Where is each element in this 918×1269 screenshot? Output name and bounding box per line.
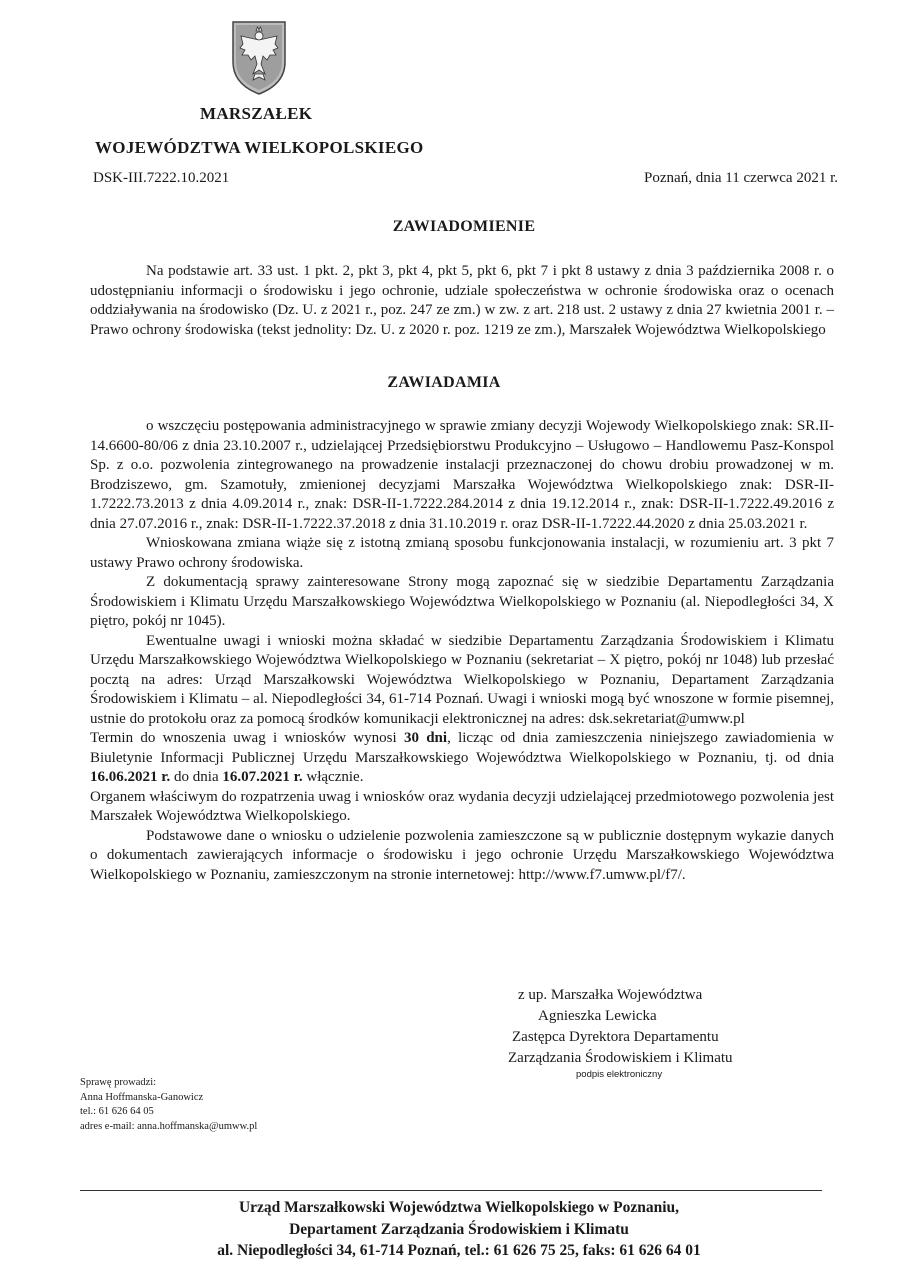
body-paragraph-register: Podstawowe dane o wniosku o udzielenie pozwolenia zamieszczone są w publicznie dostępnym wykazie danych o dokumentach zawierających informacje o środowisku i jego ochronie Urzędu Marszałkowskiego Województwa Wielkopolskiego w Poznaniu, zamieszczonym na stronie internetowej: http://www.f7.umww.pl/f7/.: [90, 827, 834, 883]
case-officer-email: adres e-mail: anna.hoffmanska@umww.pl: [80, 1120, 258, 1132]
footer-department: Departament Zarządzania Środowiskiem i Klimatu: [289, 1220, 629, 1238]
signature-authority: z up. Marszałka Województwa: [518, 987, 703, 1003]
deadline-to-date: 16.07.2021 r.: [222, 769, 303, 785]
notice-body: [90, 417, 834, 885]
deadline-from-date: 16.06.2021 r.: [90, 769, 171, 785]
body-paragraph-comments: Ewentualne uwagi i wnioski można składać w siedzibie Departamentu Zarządzania Środowiskiem i Klimatu Urzędu Marszałkowskiego Województwa Wielkopolskiego w Poznaniu (sekretariat – X piętro, pokój nr 1048) lub przesłać pocztą na adres: Urząd Marszałkowski Województwa Wielkopolskiego w Poznaniu, Departament Zarządzania Środowiskiem i Klimatu – al. Niepodległości 34, 61-714 Poznań. Uwagi i wnioski mogą być wnoszone w formie pisemnej, ustnie do protokołu oraz za pomocą środków komunikacji elektronicznej na adres: dsk.sekretariat@umww.pl: [90, 632, 834, 727]
body-paragraph-deadline: [90, 729, 834, 788]
deadline-text-b: , licząc od dnia zamieszczenia niniejszego zawiadomienia w Biuletynie Informacji Publicznej Urzędu Marszałkowskiego Województwa Wielkopolskiego w Poznaniu, tj. od dnia: [90, 730, 834, 766]
case-officer-name: Anna Hoffmanska-Ganowicz: [80, 1091, 204, 1103]
footer-contact: al. Niepodległości 34, 61-714 Poznań, tel.: 61 626 75 25, faks: 61 626 64 01: [217, 1242, 701, 1259]
legal-basis-paragraph: Na podstawie art. 33 ust. 1 pkt. 2, pkt 3, pkt 4, pkt 5, pkt 6, pkt 7 i pkt 8 ustawy z dnia 3 października 2008 r. o udostępnianiu informacji o środowisku i jego ochronie, udziale społeczeństwa w ochronie środowiska oraz o ocenach oddziaływania na środowisko (Dz. U. z 2021 r., poz. 247 ze zm.) w zw. z art. 218 ust. 2 ustawy z dnia 27 kwietnia 2001 r. – Prawo ochrony środowiska (tekst jednolity: Dz. U. z 2020 r. poz. 1219 ze zm.), Marszałek Województwa Wielkopolskiego: [90, 263, 834, 338]
signature-block: [508, 985, 768, 1081]
place-and-date: Poznań, dnia 11 czerwca 2021 r.: [644, 170, 838, 186]
body-paragraph-proceedings: o wszczęciu postępowania administracyjnego w sprawie zmiany decyzji Wojewody Wielkopolskiego znak: SR.II-14.6600-80/06 z dnia 23.10.2007 r., udzielającej Przedsiębiorstwu Produkcyjno – Usługowo – Handlowemu Pasz-Konspol Sp. z o.o. pozwolenia zintegrowanego na prowadzenie instalacji przeznaczonej do chowu drobiu prowadzonej w m. Brodziszewo, gm. Szamotuły, zmienionej decyzjami Marszałka Województwa Wielkopolskiego znak: DSR-II-1.7222.73.2013 z dnia 4.09.2014 r., znak: DSR-II-1.7222.284.2014 z dnia 19.12.2014 r., znak: DSR-II-1.7222.49.2016 z dnia 27.07.2016 r., znak: DSR-II-1.7222.37.2018 z dnia 31.10.2019 r. oraz DSR-II-1.7222.44.2020 z dnia 25.03.2021 r.: [90, 418, 834, 532]
deadline-text-d: włącznie.: [302, 769, 364, 785]
body-paragraph-documentation: Z dokumentacją sprawy zainteresowane Strony mogą zapoznać się w siedzibie Departamentu Zarządzania Środowiskiem i Klimatu Urzędu Marszałkowskiego Województwa Wielkopolskiego w Poznaniu (al. Niepodległości 34, X piętro, pokój nr 1045).: [90, 574, 834, 629]
body-paragraph-authority: Organem właściwym do rozpatrzenia uwag i wniosków oraz wydania decyzji udzielającej przedmiotowego pozwolenia jest Marszałek Województwa Wielkopolskiego.: [90, 788, 834, 824]
signatory-name: Agnieszka Lewicka: [538, 1008, 657, 1024]
body-paragraph-change: Wnioskowana zmiana wiąże się z istotną zmianą sposobu funkcjonowania instalacji, w rozumieniu art. 3 pkt 7 ustawy Prawo ochrony środowiska.: [90, 535, 834, 571]
case-officer-label: Sprawę prowadzi:: [80, 1077, 157, 1088]
signatory-position: Zastępca Dyrektora Departamentu: [512, 1029, 719, 1045]
electronic-signature-note: podpis elektroniczny: [576, 1069, 663, 1080]
deadline-text-c: do dnia: [170, 769, 223, 785]
document-subtitle: ZAWIADAMIA: [387, 374, 501, 391]
issuer-title: MARSZAŁEK: [200, 104, 313, 123]
reference-number: DSK-III.7222.10.2021: [93, 170, 230, 186]
deadline-days: 30 dni: [403, 730, 448, 746]
document-title: ZAWIADOMIENIE: [392, 218, 536, 235]
issuer-region: WOJEWÓDZTWA WIELKOPOLSKIEGO: [95, 138, 424, 157]
case-officer-block: [80, 1076, 257, 1134]
case-officer-phone: tel.: 61 626 64 05: [80, 1106, 154, 1117]
footer-office: Urząd Marszałkowski Województwa Wielkopolskiego w Poznaniu,: [238, 1199, 680, 1216]
signatory-department: Zarządzania Środowiskiem i Klimatu: [508, 1050, 733, 1066]
footer-divider: [80, 1190, 822, 1191]
deadline-text-a: Termin do wnoszenia uwag i wniosków wynosi: [90, 730, 404, 746]
coat-of-arms-eagle-icon: [229, 18, 289, 96]
footer-address: [0, 1197, 918, 1262]
